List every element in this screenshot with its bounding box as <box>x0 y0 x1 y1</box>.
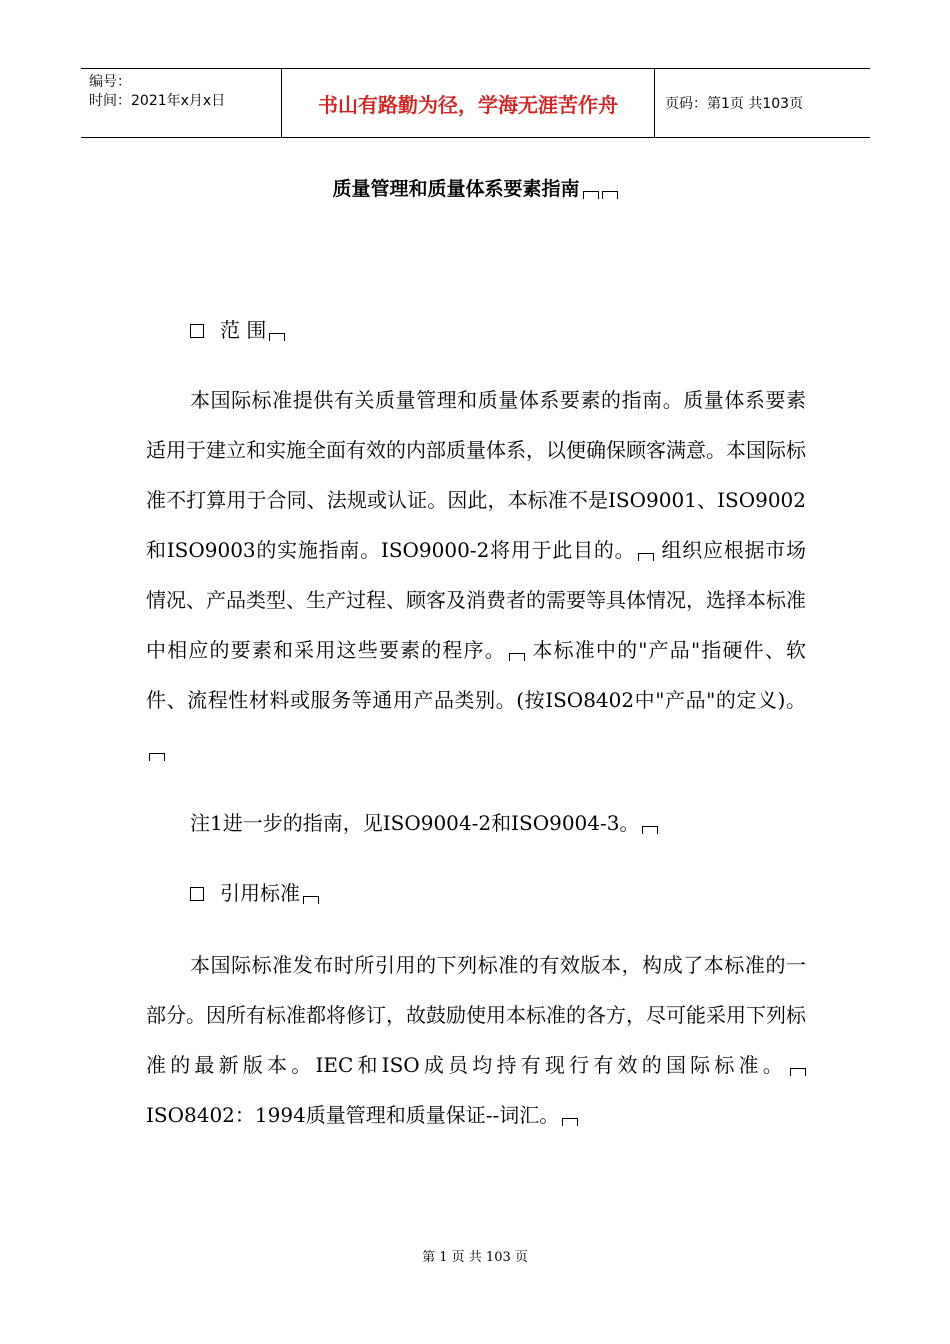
checkbox-square-icon <box>190 887 204 901</box>
scope-text-a: 本国际标准提供有关质量管理和质量体系要素的指南。质量体系要素适用于建立和实施全面有效的内部质量体系，以便确保顾客满意。本国际标准不打算用于合同、法规或认证。因此，本标准不是ISO9001、ISO9002和ISO9003的实施指南。ISO9000-2将用于此目的。 <box>146 388 806 562</box>
scope-text-b: 组织应根据市场情况、产品类型、生产过程、顾客及消费者的需要等具体情况，选择本标准中相应的要素和采用这些要素的程序。 <box>146 538 807 662</box>
references-text-a: 本国际标准发布时所引用的下列标准的有效版本，构成了本标准的一部分。因所有标准都将修订，故鼓励使用本标准的各方，尽可能采用下列标准的最新版本。IEC和ISO成员均持有现行有效的国际标准。 <box>146 953 806 1077</box>
references-text-b: ISO8402：1994质量管理和质量保证--词汇。 <box>146 1103 560 1127</box>
page-info: 页码：第1页 共103页 <box>665 96 804 112</box>
section-heading-text: 引用标准 <box>220 881 300 905</box>
header-motto-cell <box>282 69 655 137</box>
paragraph-mark-icon <box>149 753 165 761</box>
paragraph-mark-icon <box>269 333 285 341</box>
paragraph-mark-icon <box>638 553 654 561</box>
scope-note-text: 注1进一步的指南，见ISO9004-2和ISO9004-3。 <box>190 811 640 835</box>
paragraph-mark-icon <box>642 826 658 834</box>
scope-note <box>190 808 658 838</box>
header-table <box>81 68 870 138</box>
document-title: 质量管理和质量体系要素指南 <box>332 178 580 200</box>
page-footer <box>0 1246 950 1265</box>
paragraph-mark-icon <box>562 1118 578 1126</box>
scope-text-c: 本标准中的"产品"指硬件、软件、流程性材料或服务等通用产品类别。(按ISO8402中"产品"的定义)。 <box>146 638 806 712</box>
number-label: 编号： <box>89 74 131 90</box>
section-heading-scope <box>190 315 285 345</box>
paragraph-mark-icon <box>583 191 599 199</box>
references-paragraph <box>146 940 806 1140</box>
checkbox-square-icon <box>190 324 204 338</box>
paragraph-mark-icon <box>509 653 525 661</box>
section-heading-text: 范 围 <box>220 318 267 342</box>
paragraph-mark-icon <box>303 896 319 904</box>
header-meta-cell <box>81 69 282 137</box>
header-page-cell <box>655 69 870 137</box>
footer-page-text: 第 1 页 共 103 页 <box>422 1250 528 1265</box>
section-heading-references <box>190 878 319 908</box>
document-title-line <box>0 174 950 201</box>
scope-paragraph <box>146 375 806 775</box>
motto-text: 书山有路勤为径，学海无涯苦作舟 <box>318 92 618 117</box>
paragraph-mark-icon <box>790 1068 806 1076</box>
time-label: 时间：2021年x月x日 <box>89 93 226 109</box>
paragraph-mark-icon <box>602 191 618 199</box>
